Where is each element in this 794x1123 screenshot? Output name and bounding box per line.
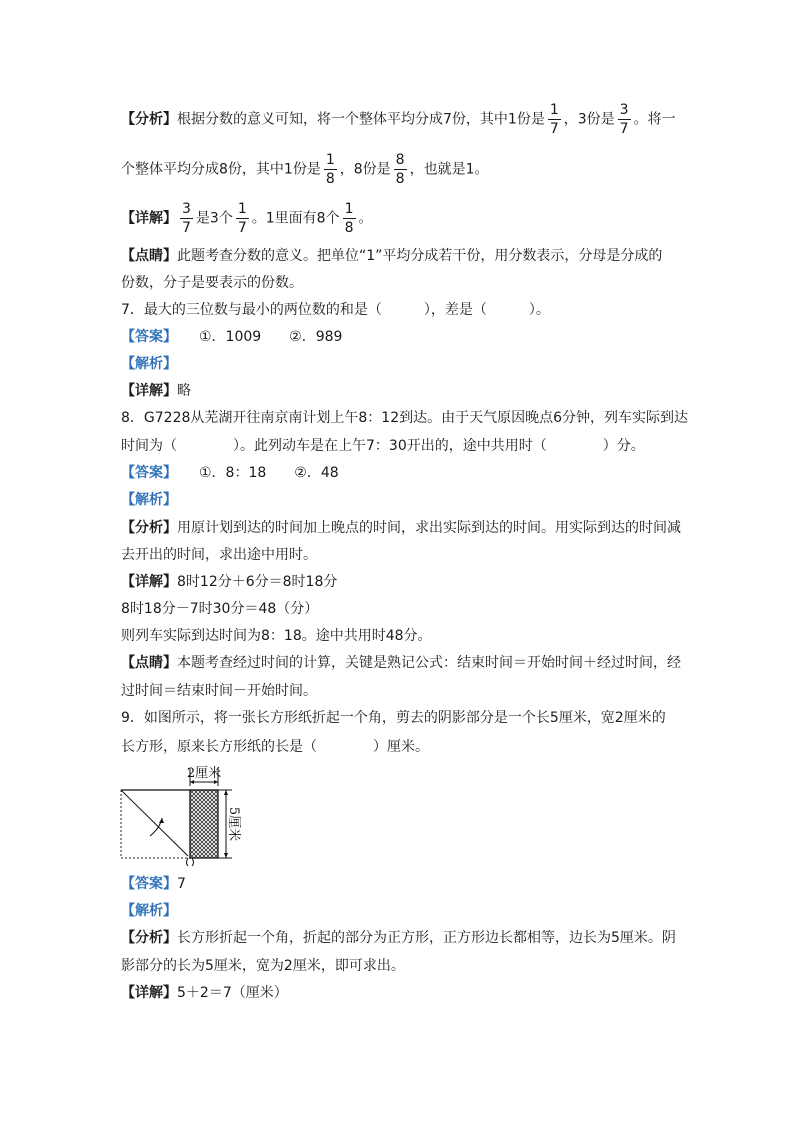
q9-analysis-line-2: 影部分的长为5厘米，宽为2厘米，即可求出。 xyxy=(121,958,405,974)
detail-tag: 【详解】 xyxy=(121,574,177,590)
q8-detail-line-2: 8时18分－7时30分＝48（分） xyxy=(121,601,319,617)
fraction-1-8 xyxy=(343,202,356,235)
q7-detail: 略 xyxy=(177,383,191,399)
text: 用原计划到达的时间加上晚点的时间，求出实际到达的时间。用实际到达的时间减 xyxy=(177,520,681,536)
text: 个整体平均分成8份，其中1份是 xyxy=(121,161,321,178)
comment-line-1 xyxy=(121,246,662,266)
text: 本题考查经过时间的计算，关键是熟记公式：结束时间＝开始时间＋经过时间，经 xyxy=(177,655,681,671)
denominator: 8 xyxy=(395,171,405,187)
numerator: 1 xyxy=(237,201,247,217)
denominator: 7 xyxy=(619,121,629,137)
analysis-line-2 xyxy=(121,153,489,186)
fraction-3-7 xyxy=(618,103,631,136)
comment-line-2: 份数，分子是要表示的份数。 xyxy=(121,275,303,291)
fraction-8-8 xyxy=(394,153,407,186)
analysis-tag: 【分析】 xyxy=(121,520,177,536)
numerator: 3 xyxy=(619,102,629,118)
fraction-1-7 xyxy=(236,202,249,235)
comment-tag: 【点睛】 xyxy=(121,655,177,671)
text: 。将一 xyxy=(633,111,676,128)
q8-detail-line-1 xyxy=(121,572,337,592)
text: 根据分数的意义可知，将一个整体平均分成7份，其中1份是 xyxy=(177,111,545,128)
answer-tag: 【答案】 xyxy=(121,876,177,892)
question-7: 7．最大的三位数与最小的两位数的和是（ ），差是（ ）。 xyxy=(121,302,550,318)
height-label: 5厘米 xyxy=(226,806,241,842)
q8-jiexi-tag: 【解析】 xyxy=(121,492,177,508)
text: 是3个 xyxy=(195,210,233,227)
numerator: 8 xyxy=(395,152,405,168)
text: ，8份是 xyxy=(339,161,391,178)
q8-comment-line-1 xyxy=(121,653,681,673)
question-8-line-2: 时间为（ ）。此列动车是在上午7：30开出的，途中共用时（ ）分。 xyxy=(121,438,645,454)
q7-jiexi-tag: 【解析】 xyxy=(121,356,177,372)
analysis-tag: 【分析】 xyxy=(121,111,177,128)
denominator: 7 xyxy=(182,220,191,236)
question-9-line-2: 长方形，原来长方形纸的长是（ ）厘米。 xyxy=(121,739,429,755)
q9-jiexi-tag: 【解析】 xyxy=(121,903,177,919)
comment-tag: 【点睛】 xyxy=(121,248,177,264)
text: ，也就是1。 xyxy=(409,161,489,178)
denominator: 8 xyxy=(344,220,354,236)
text: 此题考查分数的意义。把单位“1”平均分成若干份，用分数表示，分母是分成的 xyxy=(177,248,663,264)
q9-detail-line xyxy=(121,983,288,1003)
text: ，3份是 xyxy=(563,111,615,128)
numerator: 1 xyxy=(325,152,335,168)
text: 5＋2＝7（厘米） xyxy=(177,985,288,1001)
question-8-line-1: 8．G7228从芜湖开往南京南计划上午8：12到达。由于天气原因晚点6分钟，列车实际到达 xyxy=(121,410,689,426)
q7-answer: ①．1009 ②．989 xyxy=(199,329,343,345)
detail-tag: 【详解】 xyxy=(121,383,177,399)
q9-answer-line xyxy=(121,874,186,894)
text: 。 xyxy=(358,210,373,227)
denominator: 7 xyxy=(237,220,247,236)
q8-comment-line-2: 过时间＝结束时间－开始时间。 xyxy=(121,683,317,699)
denominator: 7 xyxy=(549,121,559,137)
q8-answer-line xyxy=(121,463,339,483)
q7-answer-line xyxy=(121,327,342,347)
q8-analysis-line-2: 去开出的时间，求出途中用时。 xyxy=(121,547,317,563)
text: 8时12分＋6分＝8时18分 xyxy=(177,574,338,590)
detail-tag: 【详解】 xyxy=(121,985,177,1001)
fraction-3-7 xyxy=(180,202,193,235)
question-9-line-1: 9．如图所示，将一张长方形纸折起一个角，剪去的阴影部分是一个长5厘米，宽2厘米的 xyxy=(121,710,666,726)
fraction-1-7 xyxy=(548,103,561,136)
q8-detail-line-3: 则列车实际到达时间为8：18。途中共用时48分。 xyxy=(121,628,432,644)
q8-analysis-line-1 xyxy=(121,518,681,538)
numerator: 1 xyxy=(344,201,354,217)
q7-detail-line xyxy=(121,381,191,401)
answer-tag: 【答案】 xyxy=(121,465,177,481)
analysis-line-1 xyxy=(121,103,676,136)
numerator: 1 xyxy=(549,102,559,118)
text: 长方形折起一个角，折起的部分为正方形，正方形边长都相等，边长为5厘米。阴 xyxy=(177,930,676,946)
numerator: 3 xyxy=(182,201,191,217)
analysis-tag: 【分析】 xyxy=(121,930,177,946)
denominator: 8 xyxy=(325,171,335,187)
detail-line-1 xyxy=(121,202,373,235)
folded-paper-figure xyxy=(118,762,248,870)
fraction-1-8 xyxy=(324,153,337,186)
width-label: 2厘米 xyxy=(186,766,222,781)
detail-tag: 【详解】 xyxy=(121,210,177,227)
text: 。1里面有8个 xyxy=(251,210,340,227)
q9-analysis-line-1 xyxy=(121,928,676,948)
q8-answer: ①．8：18 ②．48 xyxy=(199,465,339,481)
folded-paper-diagram xyxy=(118,762,248,866)
q9-answer: 7 xyxy=(177,876,186,892)
answer-tag: 【答案】 xyxy=(121,329,177,345)
